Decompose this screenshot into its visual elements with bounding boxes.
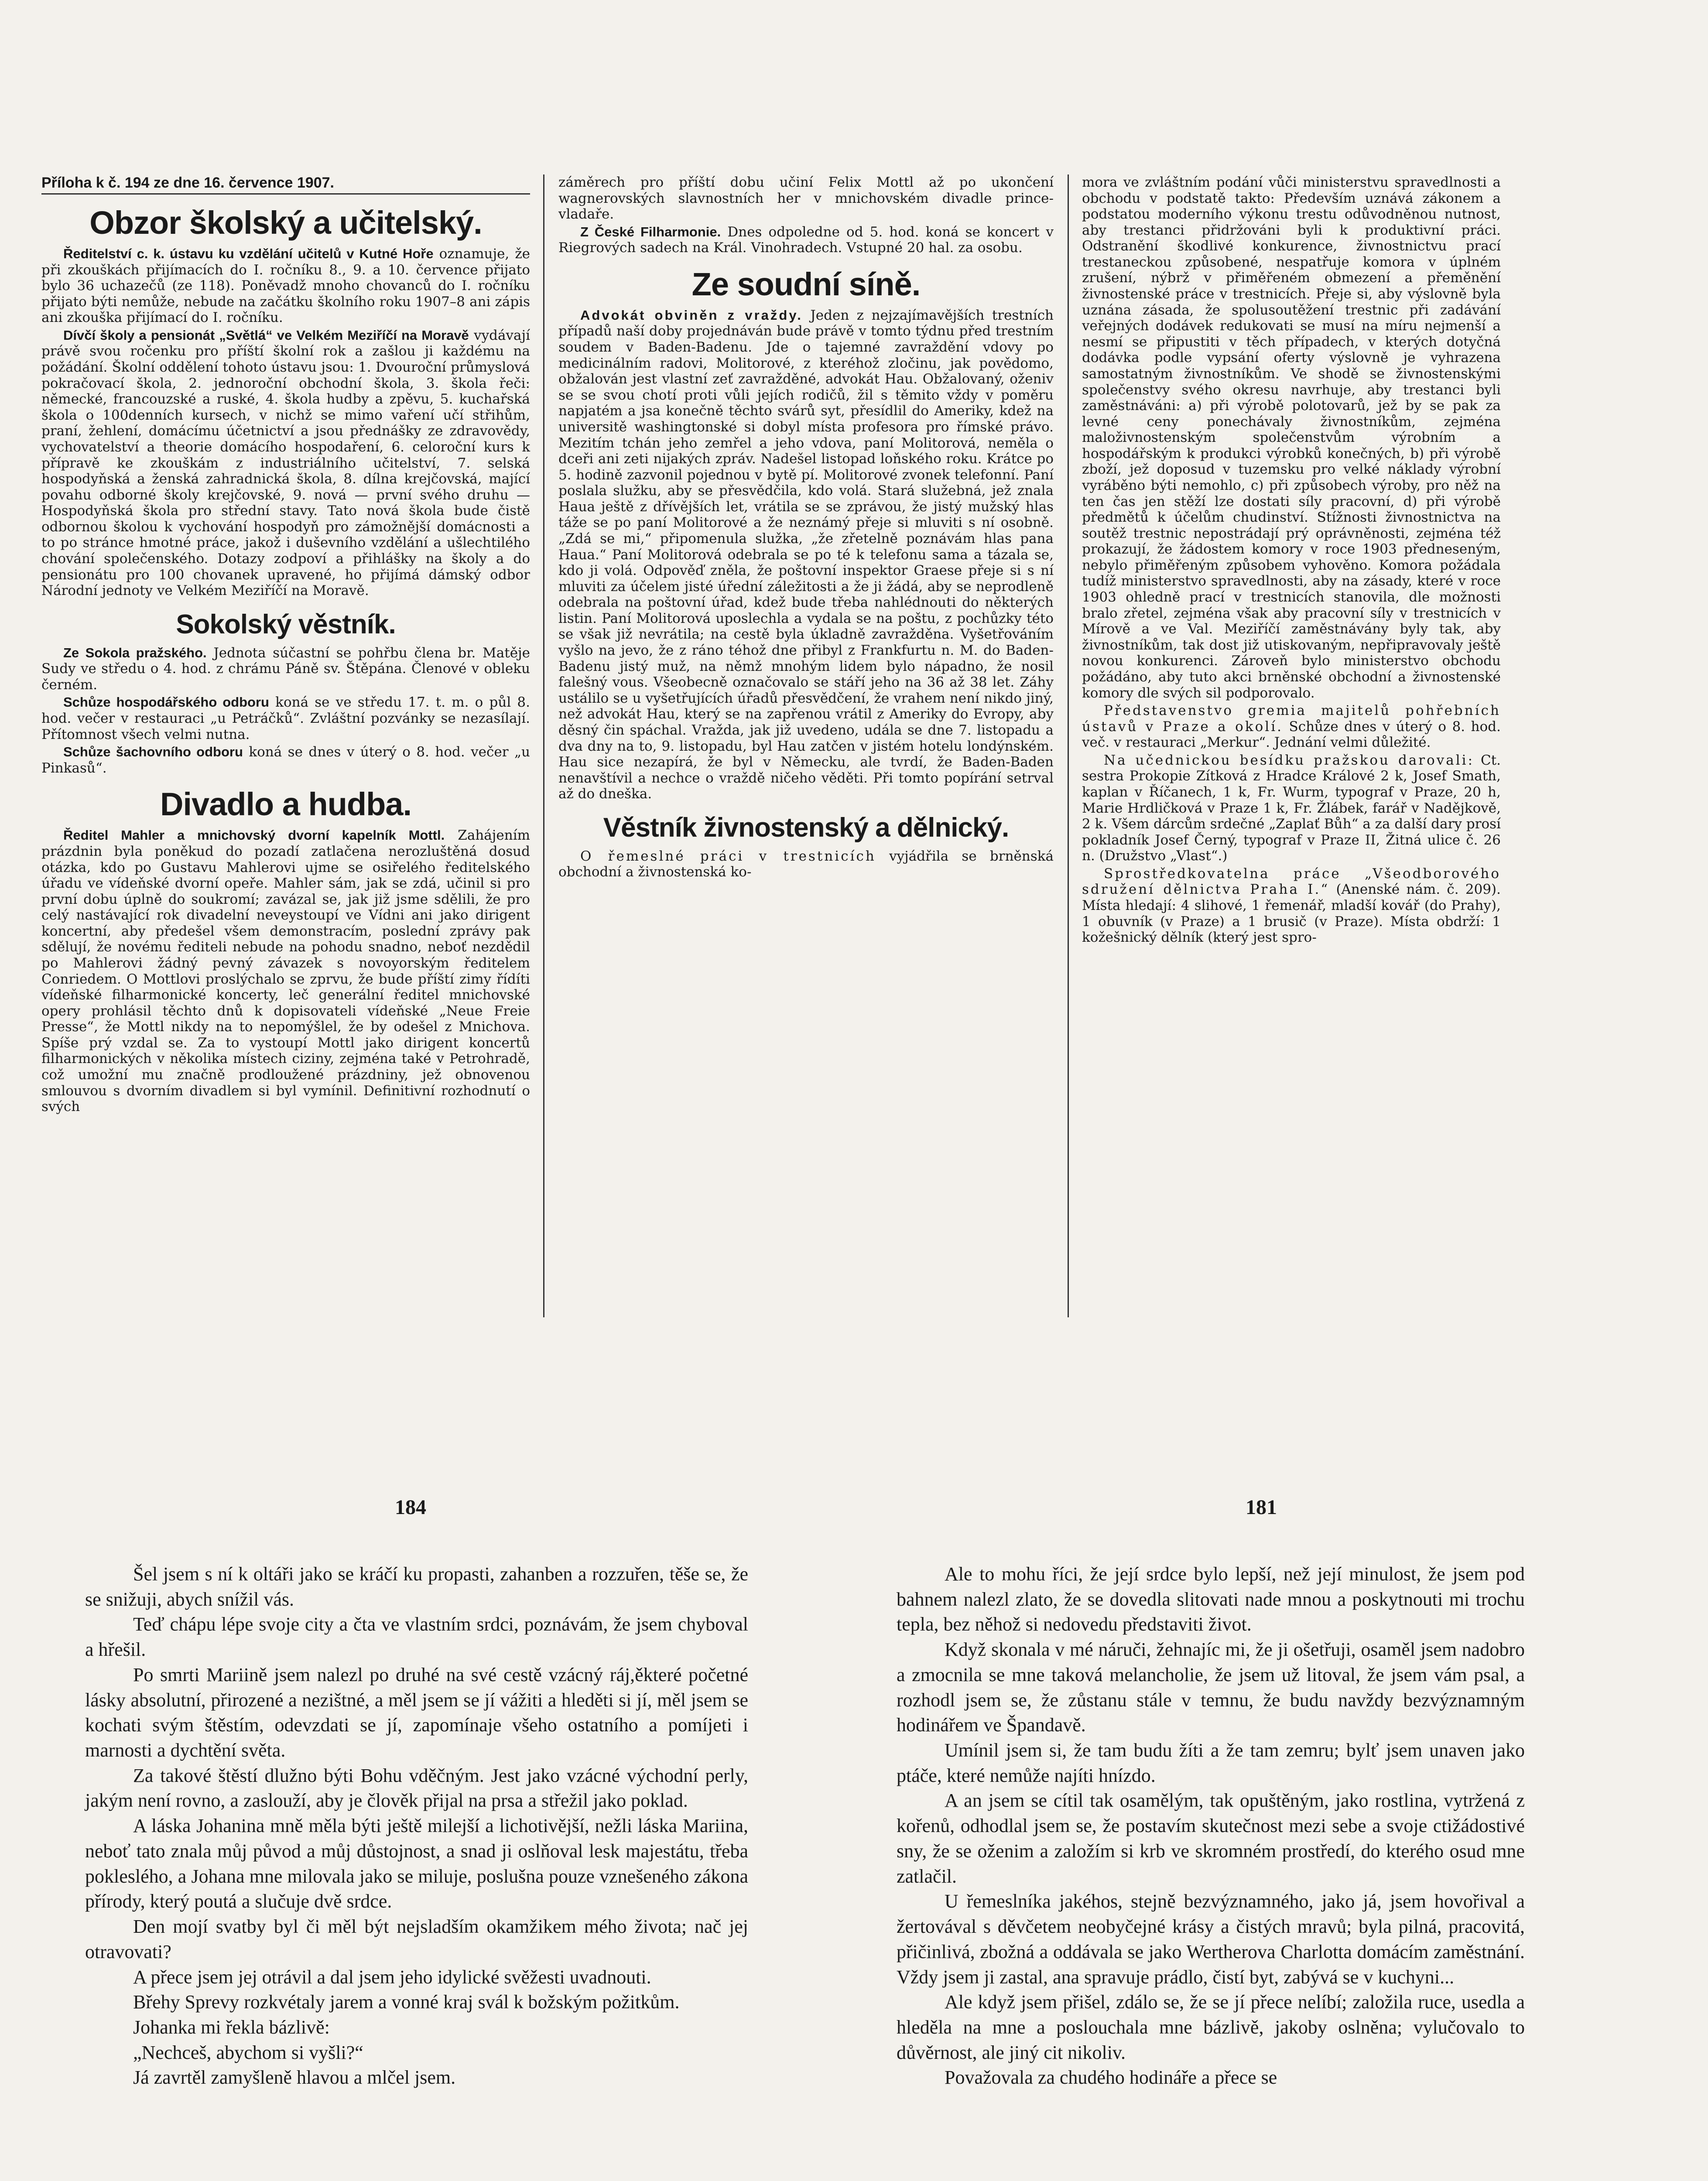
- article-lead: Představenstvo gremia majitelů pohřebních ústavů v Praze a okolí.: [1082, 703, 1501, 735]
- issue-header: Příloha k č. 194 ze dne 16. července 1907.: [41, 174, 530, 195]
- section-heading-theatre: Divadlo a hudba.: [160, 786, 412, 823]
- article-lead: Ředitelství c. k. ústavu ku vzdělání učitelů v Kutné Hoře: [63, 246, 434, 261]
- article-text: Schůze dnes v úterý o 8. hod. več. v restauraci „Merkur“. Jednání velmi důležité.: [1082, 718, 1501, 751]
- paragraph: U řemeslníka jakéhos, stejně bezvýznamného, jako já, jsem hovořival a žertovával s děvčetem neobyčejné krásy a čistých mravů; byla pilná, pracovitá, přičinlivá, zbožná a oddávala se jako Wertherova Charlotta domácím zaměstnání. Vždy jsem ji zastal, ana spravuje prádlo, čistí byt, zabývá se v kuchyni...: [897, 1890, 1525, 1988]
- article: [1082, 703, 1501, 751]
- article: [1082, 752, 1501, 864]
- article-continuation: mora ve zvláštním podání vůči ministerstvu spravedlnosti a obchodu v podstatě takto: Především uznává zákonem a podstatou moderního výkonu trestu odůvodněnou nutnost, aby trestanci přidržováni byli k produktivní práci. Odstranění škodlivé konkurence, živnostnictvu prací trestaneckou způsobené, nespatřuje komora v úplném zrušení, nýbrž v přiměřeném obmezení a přeměnění živnostenské práce v trestnicích. Přeje si, aby výslovně byla uznána zásada, že spolusoutěžení trestnic při zadávání veřejných dodávek redukovati se musí na míru nejmenší a nesmí se připustiti v těch případech, v kterých dotyčná dodávka podle vypsání oferty výslovně je vyhrazena samostatným živnostníkům. Ve shodě se živnostenskými společenstvy svého okresu navrhuje, aby trestanci byli zaměstnáváni: a) při výrobě polotovarů, jež by se pak za levné ceny ponechávaly živnostníkům, zejména maloživnostenským společenstvům výrobním a hospodářským k produkci výrobků konečných, b) při výrobě zboží, jež doposud v tuzemsku pro velké náklady výrobní vyráběno býti nemohlo, c) při způsobech výroby, pro něž na ten čas jen stěží lze dostati síly pracovní, d) při výrobě předmětů k účelům chudinství. Stížnosti živnostnictva na soutěž trestnic nepostrádají prý oprávněnosti, zejména též prokazují, že žádostem komory v roce 1903 předneseným, nebylo přiměřeným způsobem vyhověno. Komora požádala tudíž ministerstvo spravedlnosti, aby na zásady, které v roce 1903 ohledně prací v trestnicích stanovila, dle možnosti bralo zřetel, zejména však aby pracovní síly v trestnicích v Mírově a ve Val. Meziříčí zaměstnávány byly tak, aby živnostníkům, tak dost již utiskovaným, nepřipravovaly ještě novou konkurenci. Zároveň bylo ministerstvo obchodu požádáno, aby tuto akci brněnské obchodní a živnostenské komory dle svých sil podporovalo.: [1082, 174, 1501, 701]
- article: [41, 645, 530, 693]
- paragraph: A přece jsem jej otrávil a dal jsem jeho idylické svěžesti uvadnouti.: [133, 1966, 651, 1988]
- paragraph: A láska Johanina mně měla býti ještě milejší a lichotivější, nežli láska Mariina, neboť tato znala můj původ a můj důstojnost, a snad ji oslňoval lesk majestátu, třeba pokleslého, a Johana mne milovala jako se miluje, poslušna pouze vznešeného zákona přírody, který poutá a slučuje dvě srdce.: [85, 1815, 748, 1912]
- article-lead: Sprostředkovatelna práce „Všeodborového sdružení dělnictva Praha I.“: [1082, 865, 1501, 898]
- article-text: vyjádřila se brněnská obchodní a živnostenská ko-: [558, 848, 1054, 880]
- paragraph: Za takové štěstí dlužno býti Bohu vděčným. Jest jako vzácné východní perly, jakým není rovno, a zaslouží, aby je člověk přijal na prsa a střežil jako poklad.: [85, 1764, 748, 1812]
- page-number-right: 181: [1246, 1496, 1277, 1519]
- article-lead: Ředitel Mahler a mnichovský dvorní kapelník Mottl.: [63, 827, 445, 843]
- article-lead: Ze Sokola pražského.: [63, 645, 207, 660]
- paragraph: Den mojí svatby byl či měl být nejsladším okamžikem mého života; nač jej otravovati?: [85, 1916, 748, 1962]
- article-lead: Schůze hospodářského odboru: [63, 694, 269, 710]
- paragraph: „Nechceš, abychom si vyšli?“: [133, 2041, 363, 2063]
- section-heading-schools: Obzor školský a učitelský.: [89, 205, 482, 241]
- column-1: [41, 174, 530, 1117]
- article-lead: Advokát obviněn z vraždy.: [580, 307, 803, 323]
- paragraph: Když skonala v mé náruči, žehnajíc mi, že ji ošetřuji, osaměl jsem nadobro a zmocnila se mne taková melancholie, že jsem už litoval, že jsem vám psal, a rozhodl jsem se, že zůstanu stále v temnu, že budu navždy bezvýznamným hodinářem ve Špandavě.: [897, 1639, 1525, 1736]
- article-lead: O řemeslné práci v trestnicích: [580, 848, 876, 864]
- section-heading-sokol: Sokolský věstník.: [176, 609, 396, 639]
- article-text: Dnes odpoledne od 5. hod. koná se koncert v Riegrových sadech na Král. Vinohradech. Vstupné 20 hal. za osobu.: [558, 224, 1054, 256]
- article: [41, 744, 530, 776]
- article-text: Zahájením prázdnin byla poněkud do pozadí zatlačena nerozluštěná dosud otázka, kdo po Gustavu Mahlerovi ujme se osiřelého ředitelského úřadu ve vídeňské dvorní opeře. Mahler sám, jak se zdá, učinil si pro první dobu úplně do soukromí; zavázal se, jak již jsme sdělili, že pro celý nastávající rok divadelní neveystoupí ve Vídni ani jako dirigent koncertní, aby předešel všem demonstracím, poslední zprávy pak sdělují, že novému řediteli nebude na pohodu snadno, neboť nezdědil po Mahlerovi žádný pevný závazek s novoyorským ředitelem Conriedem. O Mottlovi proslýchalo se zprvu, že bude příští zimy řídíti vídeňské filharmonické koncerty, leč generální ředitel mnichovské opery prohlásil těchto dnů k dopisovateli vídeňské „Neue Freie Presse“, že Mottl nikdy na to nepomýšlel, že by odešel z Mnichova. Spíše prý vzdal se. Za to vystoupí Mottl jako dirigent koncertů filharmonických v několika místech ciziny, zejména také v Petrohradě, což umožní mu značně prodloužené prázdniny, jež obnovenou smlouvou s dvorním divadlem si byl vymínil. Definitivní rozhodnutí o svých: [41, 827, 530, 1115]
- paragraph: A an jsem se cítil tak osamělým, tak opuštěným, jako rostlina, vytržená z kořenů, odhodlal jsem se, že postavím skutečnost mezi sebe a svoje ctižádostivé sny, že se oženim a založím si krb ve skromném prostředí, do kterého osud mne zatlačil.: [897, 1790, 1525, 1887]
- page-number-left: 184: [395, 1496, 426, 1519]
- article: [41, 694, 530, 742]
- newspaper-section: [41, 174, 1501, 1350]
- section-heading-court: Ze soudní síně.: [691, 266, 921, 302]
- paragraph: Umínil jsem si, že tam budu žíti a že tam zemru; bylť jsem unaven jako ptáče, které nemůže najíti hnízdo.: [897, 1740, 1525, 1786]
- article-lead: Z České Filharmonie.: [580, 224, 721, 239]
- paragraph: Břehy Sprevy rozkvétaly jarem a vonné kraj svál k božským požitkům.: [133, 1991, 680, 2013]
- paragraph: Ale to mohu říci, že její srdce bylo lepší, než její minulost, že jsem pod bahnem nalezl zlato, že se dovedla slitovati nade mnou a poskytnouti mi trochu tepla, bez něhož si nedovedu představiti život.: [897, 1563, 1525, 1635]
- section-heading-trade: Věstník živnostenský a dělnický.: [603, 812, 1009, 843]
- column-2: [558, 174, 1054, 882]
- article: [41, 827, 530, 1114]
- paragraph: Já zavrtěl zamyšleně hlavou a mlčel jsem.: [133, 2067, 456, 2089]
- article-continuation: záměrech pro příští dobu učiní Felix Mottl až po ukončení wagnerovských slavnostních her v mnichovském divadle prince-vladaře.: [558, 174, 1054, 222]
- article-lead: Schůze šachovního odboru: [63, 744, 243, 760]
- article-lead: Na učednickou besídku pražskou darovali:: [1104, 752, 1475, 768]
- paragraph: Považovala za chudého hodináře a přece se: [945, 2067, 1277, 2089]
- article: [41, 246, 530, 326]
- article-text: koná se ve středu 17. t. m. o půl 8. hod. večer v restauraci „u Petráčků“. Zvláštní pozvánky se nezasílají. Přítomnost všech velmi nutna.: [41, 694, 530, 742]
- feuilleton-left: [85, 1562, 748, 2090]
- article-text: oznamuje, že při zkouškách přijímacích do I. ročníku 8., 9. a 10. července přijato bylo 36 uchazečů (ze 118). Poněvadž mnoho chovanců do I. ročníku přijato býti nemůže, nebude na začátku školního roku 1907–8 ani zápis ani zkouška přijímací do I. ročníku.: [41, 246, 530, 326]
- paragraph: Teď chápu lépe svoje city a čta ve vlastním srdci, poznávám, že jsem chyboval a hřešil.: [85, 1614, 748, 1661]
- article: [558, 848, 1054, 880]
- article-text: (Anenské nám. č. 209). Místa hledají: 4 slihové, 1 řemenář, mladší kovář (do Prahy), 1 obuvník (v Praze) a 1 brusič (v Praze). Místa obdrží: 1 kožešnický dělník (který jest spro-: [1082, 882, 1501, 946]
- paragraph: Po smrti Mariině jsem nalezl po druhé na své cestě vzácný ráj,ěkteré početné lásky absolutní, přirozené a nezištné, a měl jsem se jí vážiti a hleděti si jí, měl jsem se kochati svým štěstím, odevzdati se jí, zapomínaje všeho ostatního a pomíjeti i marnosti a dychtění světa.: [85, 1664, 748, 1761]
- article-text: koná se dnes v úterý o 8. hod. večer „u Pinkasů“.: [41, 744, 530, 776]
- article-text: Jednota súčastní se pohřbu člena br. Matěje Sudy ve středu o 4. hod. z chrámu Páně sv. Štěpána. Členové v obleku černém.: [41, 645, 531, 693]
- paragraph: Šel jsem s ní k oltáři jako se kráčí ku propasti, zahanben a rozzuřen, těše se, že se snižuji, abych snížil vás.: [85, 1563, 748, 1610]
- column-3: [1082, 174, 1501, 947]
- column-rule: [543, 174, 544, 1317]
- article: [558, 224, 1054, 256]
- article: [41, 328, 530, 599]
- paragraph: Ale když jsem přišel, zdálo se, že se jí přece nelíbí; založila ruce, usedla a hleděla na mne a poslouchala mne bázlivě, jakoby oslněna; vylučovalo to důvěrnost, ale jiný cit nikoliv.: [897, 1991, 1525, 2063]
- paragraph: Johanka mi řekla bázlivě:: [133, 2016, 330, 2038]
- feuilleton-right: [897, 1562, 1525, 2090]
- article-text: Ct. sestra Prokopie Zítková z Hradce Králové 2 k, Josef Smath, kaplan v Říčanech, 1 k, Fr. Wurm, typograf v Praze, 20 h, Marie Hrdličková v Praze 1 k, Fr. Žlábek, farář v Nadějkově, 2 k. Všem dárcům srdečné „Zaplať Bůh“ a za další dary prosí pokladník Josef Černý, typograf v Praze II, Žitná ulice č. 26 n. (Družstvo „Vlast“.): [1082, 752, 1501, 864]
- article-text: vydávají právě svou ročenku pro příští školní rok a zašlou ji každému na požádání. Školní oddělení tohoto ústavu jsou: 1. Dvouroční průmyslová pokračovací škola, 2. jednoroční obchodní škola, 3. škola řeči: německé, francouzské a ruské, 4. škola hudby a zpěvu, 5. kuchařská škola o 100denních kursech, v nichž se mimo vaření učí střihům, praní, žehlení, domácímu účetnictví a jsou přednášky ze zdravovědy, vychovatelství a theorie domácího hospodaření, 6. celoroční kurs k přípravě ke zkouškám z industriálního učitelství, 7. selská hospodyňská a ženská zahradnická škola, 8. dílna krejčovská, mající povahu odborné školy krejčovské, 9. nová — první svého druhu — Hospodyňská škola pro střední stavy. Tato nová škola bude čistě odbornou školou k vychování hospodyň pro zámožnější domácnosti a to po stránce hmotné práce, jakož i duševního vzdělání a ušlechtilého chování společenského. Dotazy zodpoví a přihlášky na školy a do pensionátu pro 100 chovanek upravené, ho přijímá dámský odbor Národní jednoty ve Velkém Meziříčí na Moravě.: [41, 327, 530, 599]
- column-rule: [1068, 174, 1069, 1317]
- article: [1082, 866, 1501, 946]
- article-lead: Dívčí školy a pensionát „Světlá“ ve Velkém Meziříčí na Moravě: [63, 327, 469, 343]
- article-text: Jeden z nejzajímavějších trestních případů naší doby projednáván bude právě v tomto týdnu před trestním soudem v Baden-Badenu. Jde o tajemné zavraždění vdovy po medicinálním radovi, Molitorové, z kteréhož zločinu, jak povědomo, obžalován jest vlastní zeť zavražděné, advokát Hau. Obžalovaný, oženiv se se svou chotí proti vůli jejích rodičů, žil s těmito vždy v poměru napjatém a jsa konečně těchto svárů syt, přesídlil do Ameriky, kdež na universitě washingtonské si dobyl místa profesora pro římské právo. Mezitím tchán jeho zemřel a jeho vdova, paní Molitorová, neměla o dceři ani zeti nijakých zpráv. Nadešel listopad loňského roku. Krátce po 5. hodině zazvonil pojednou v bytě pí. Molitorové zvonek telefonní. Paní poslala služku, aby se přesvědčila, kdo volá. Stará služebná, jež znala Haua ještě z dřívějších let, vrátila se se zprávou, že jistý mužský hlas táže se po paní Molitorové a že neznámý přeje si mluviti s ní osobně. „Zdá se mi,“ připomenula služka, „že zřetelně poznávám hlas pana Haua.“ Paní Molitorová odebrala se po té k telefonu sama a tázala se, kdo ji volá. Odpověď zněla, že poštovní inspektor Graese přeje si s ní mluviti za účelem jisté úřední záležitosti a že ji žádá, aby se neprodleně odebrala na poštovní úřad, kdež bude třeba nahlédnouti do některých listin. Paní Molitorová uposlechla a vydala se na poštu, z pochůzky této se však již nevrátila; na cestě byla úkladně zavražděna. Vyšetřováním vyšlo na jevo, že z ráno téhož dne přibyl z Frankfurtu n. M. do Baden-Badenu jistý muž, na němž mnohým lidem bylo nápadno, že nosil falešný vous. Všeobecně označovalo se stáří jeho na 36 až 38 let. Záhy ustálilo se u vyšetřujících úřadů přesvědčení, že vrahem není nikdo jiný, než advokát Hau, který se na zapřenou vrátil z Ameriky do Evropy, aby děsný čin spáchal. Vražda, jak již uvedeno, udála se dne 7. listopadu a dva dny na to, 9. listopadu, byl Hau zatčen v jistém hotelu londýnském. Hau sice nezapírá, že byl v Německu, ale tvrdí, že Baden-Baden nenavštívil a nechce o vraždě ničeho věděti. Při tomto popírání setrval až do dneška.: [558, 307, 1054, 802]
- article: [558, 308, 1054, 802]
